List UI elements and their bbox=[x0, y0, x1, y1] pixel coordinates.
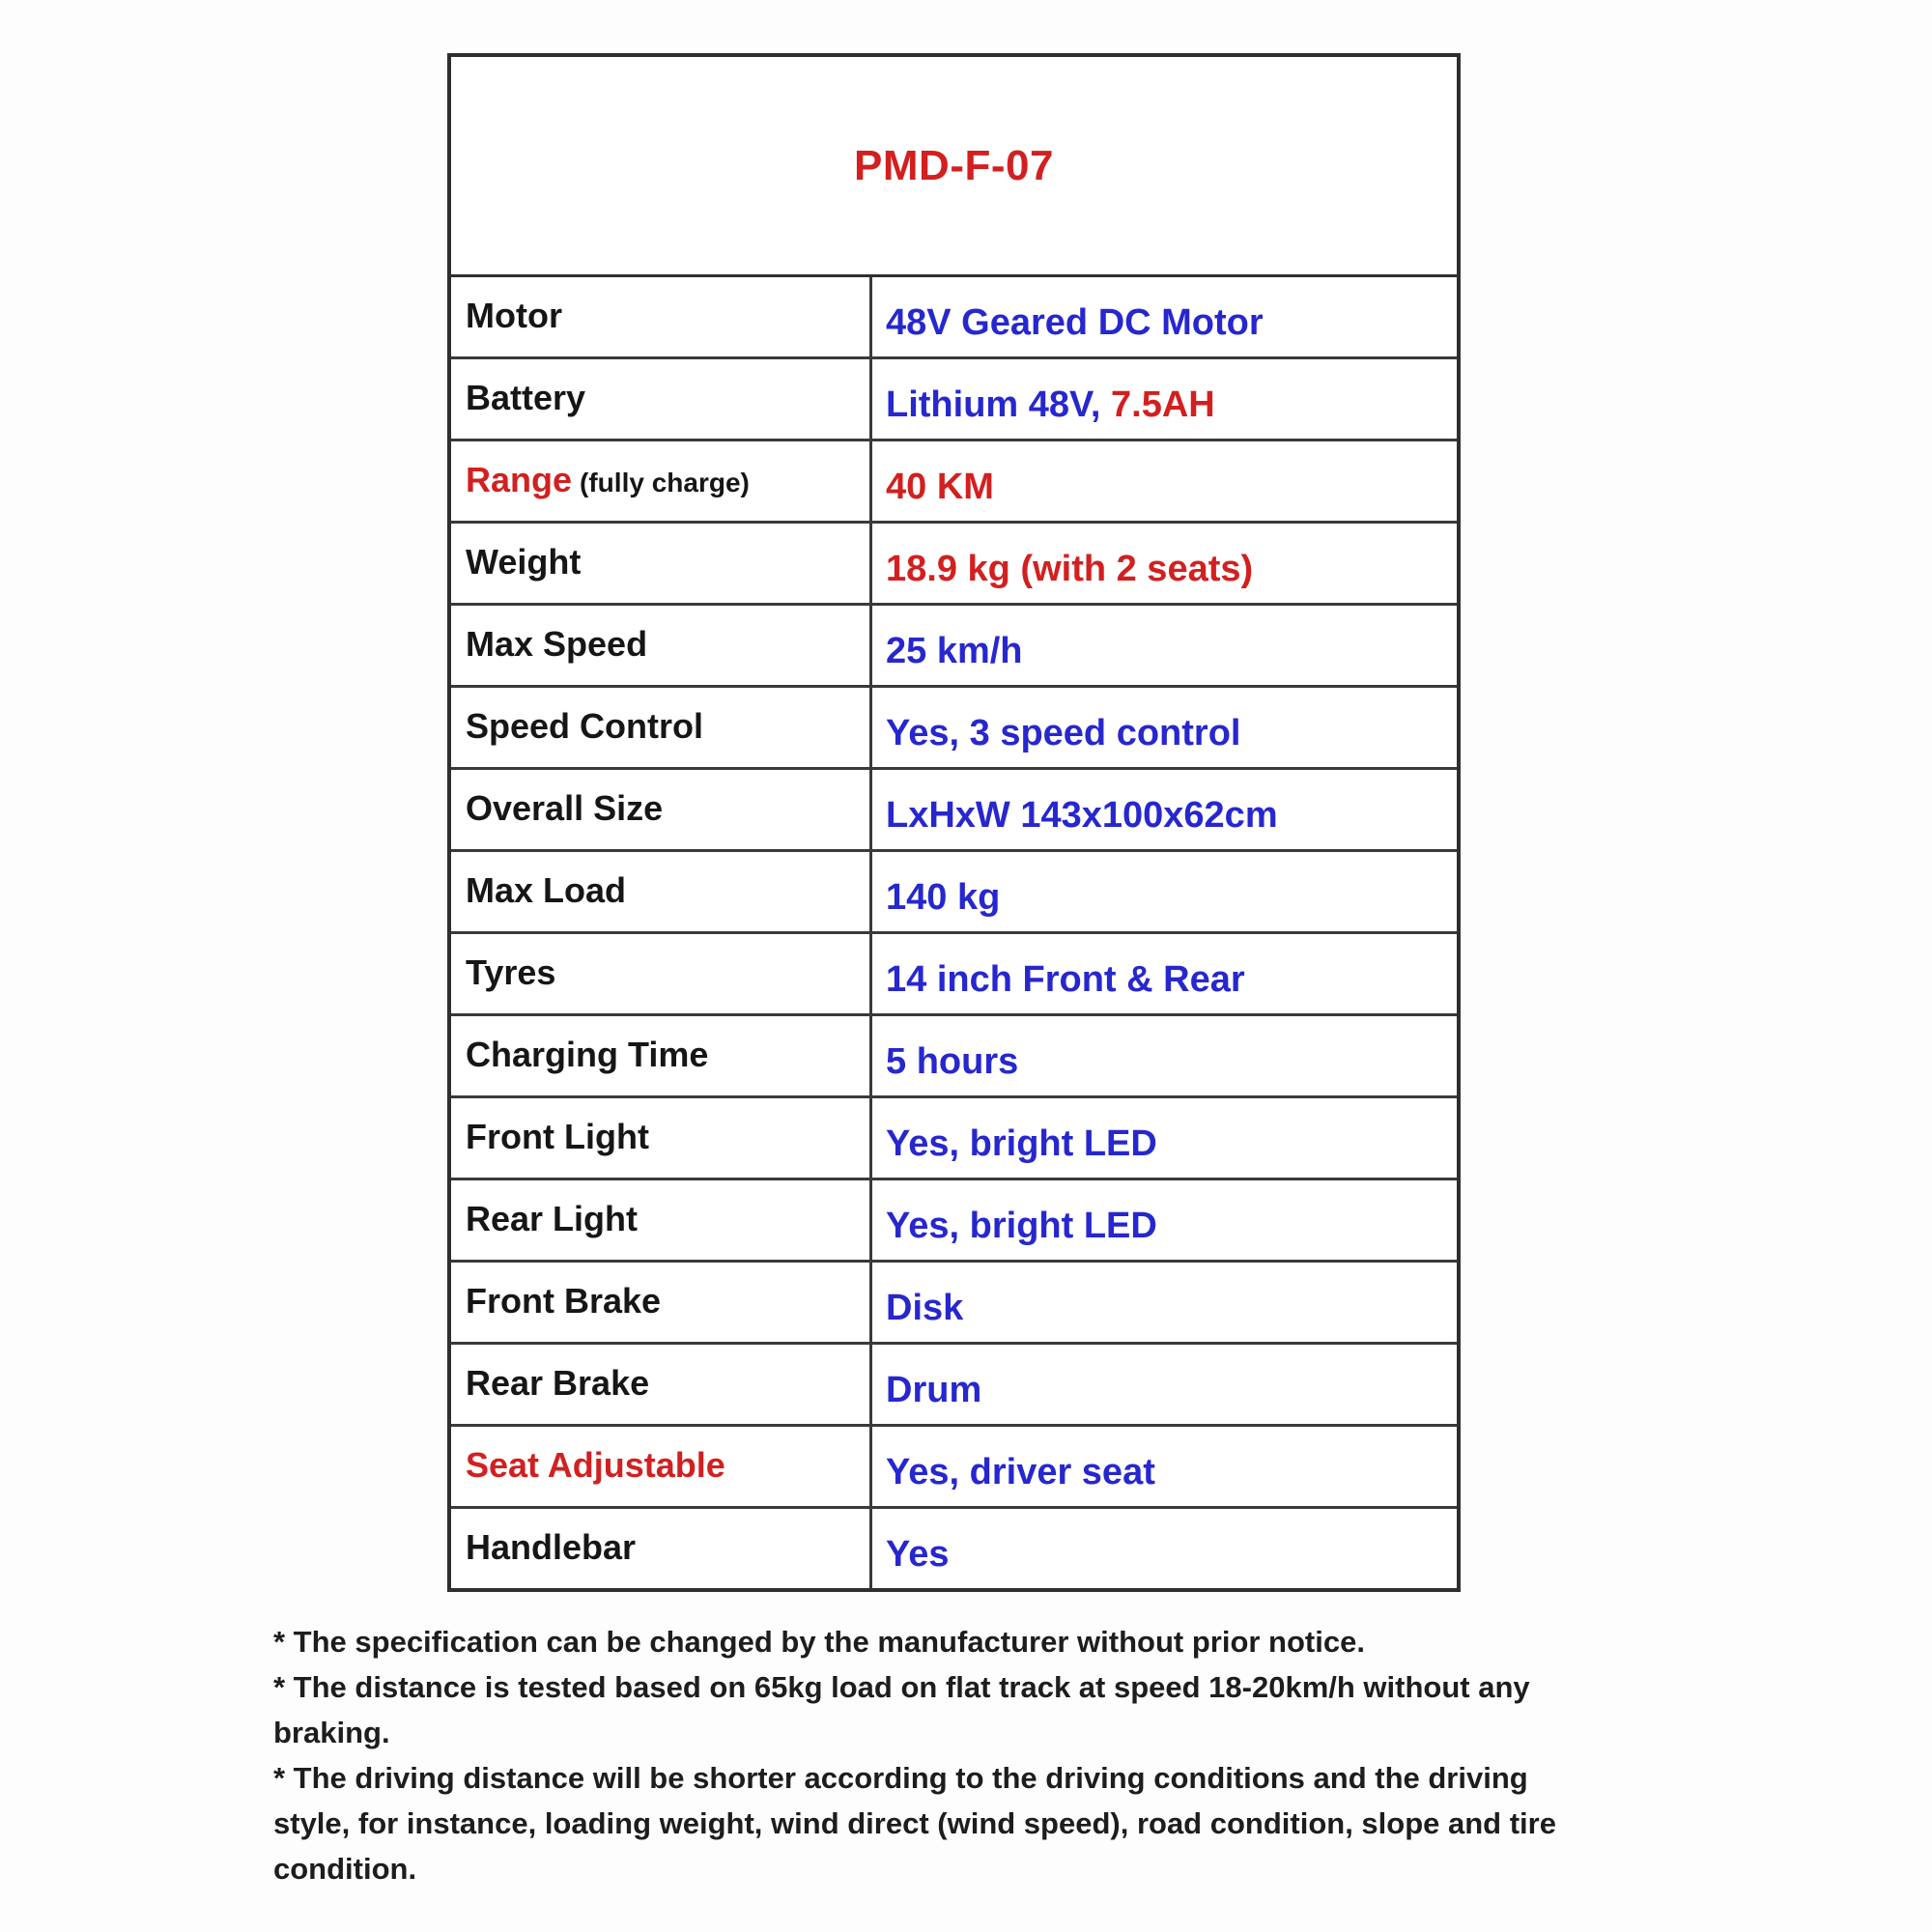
spec-value-cell bbox=[872, 1180, 1457, 1260]
spec-value-cell bbox=[872, 606, 1457, 685]
spec-label-cell bbox=[451, 1345, 872, 1424]
spec-label-cell bbox=[451, 852, 872, 931]
spec-value: Yes, driver seat bbox=[886, 1452, 1155, 1492]
spec-value-cell bbox=[872, 934, 1457, 1013]
spec-row bbox=[451, 934, 1457, 1016]
spec-label-cell bbox=[451, 606, 872, 685]
note-line: condition. bbox=[273, 1852, 417, 1886]
spec-value-cell bbox=[872, 1427, 1457, 1506]
spec-label: Front Light bbox=[466, 1117, 649, 1156]
spec-label: Charging Time bbox=[466, 1035, 709, 1074]
spec-value-cell bbox=[872, 441, 1457, 521]
note-line: * The distance is tested based on 65kg load on flat track at speed 18-20km/h without any bbox=[273, 1670, 1530, 1704]
spec-label: Front Brake bbox=[466, 1281, 662, 1321]
spec-row bbox=[451, 770, 1457, 852]
spec-value-cell bbox=[872, 1098, 1457, 1178]
spec-value-cell bbox=[872, 1016, 1457, 1095]
spec-value: Yes bbox=[886, 1534, 950, 1575]
spec-value-cell bbox=[872, 277, 1457, 356]
spec-label: Weight bbox=[466, 542, 582, 582]
spec-value: LxHxW 143x100x62cm bbox=[886, 795, 1278, 836]
spec-row bbox=[451, 1180, 1457, 1263]
spec-label: Rear Brake bbox=[466, 1363, 650, 1403]
spec-label: Motor bbox=[466, 296, 562, 335]
spec-value: 40 KM bbox=[886, 467, 994, 507]
spec-label-cell bbox=[451, 770, 872, 849]
spec-value-cell bbox=[872, 770, 1457, 849]
spec-value: Lithium 48V, bbox=[886, 384, 1111, 425]
spec-label: Range bbox=[466, 460, 573, 499]
spec-row bbox=[451, 1509, 1457, 1588]
spec-value-cell bbox=[872, 359, 1457, 439]
spec-value-cell bbox=[872, 688, 1457, 767]
spec-label-cell bbox=[451, 1098, 872, 1178]
model-title: PMD-F-07 bbox=[854, 141, 1054, 189]
spec-row bbox=[451, 1263, 1457, 1345]
spec-label: Overall Size bbox=[466, 788, 664, 828]
spec-row bbox=[451, 688, 1457, 770]
spec-row bbox=[451, 1427, 1457, 1509]
spec-label: Battery bbox=[466, 378, 586, 417]
spec-value-cell bbox=[872, 1509, 1457, 1588]
spec-notes bbox=[273, 1619, 1780, 1891]
spec-label-cell bbox=[451, 277, 872, 356]
spec-value: Yes, bright LED bbox=[886, 1123, 1157, 1164]
spec-label-cell bbox=[451, 934, 872, 1013]
spec-value-cell bbox=[872, 524, 1457, 603]
note-line: braking. bbox=[273, 1716, 390, 1749]
spec-value: 14 inch Front & Rear bbox=[886, 959, 1245, 1000]
spec-table-header bbox=[451, 57, 1457, 277]
spec-label-cell bbox=[451, 1427, 872, 1506]
spec-value: 25 km/h bbox=[886, 631, 1023, 671]
spec-label-cell bbox=[451, 359, 872, 439]
spec-value: Disk bbox=[886, 1288, 964, 1328]
spec-value: 18.9 kg (with 2 seats) bbox=[886, 549, 1254, 589]
spec-row bbox=[451, 524, 1457, 606]
spec-label-suffix: (fully charge) bbox=[580, 468, 750, 497]
spec-row bbox=[451, 441, 1457, 524]
spec-value: 140 kg bbox=[886, 877, 1001, 918]
spec-label-cell bbox=[451, 688, 872, 767]
note-line: * The specification can be changed by the manufacturer without prior notice. bbox=[273, 1625, 1365, 1659]
spec-rows bbox=[451, 277, 1457, 1588]
note-line: style, for instance, loading weight, wind direct (wind speed), road condition, slope and tire bbox=[273, 1806, 1556, 1840]
spec-row bbox=[451, 1016, 1457, 1098]
spec-row bbox=[451, 1098, 1457, 1180]
spec-label-cell bbox=[451, 1509, 872, 1588]
spec-label: Handlebar bbox=[466, 1527, 637, 1567]
spec-row bbox=[451, 277, 1457, 359]
spec-value: Drum bbox=[886, 1370, 982, 1410]
spec-value: 5 hours bbox=[886, 1041, 1019, 1082]
spec-label: Seat Adjustable bbox=[466, 1445, 725, 1485]
note-line: * The driving distance will be shorter according to the driving conditions and the driving bbox=[273, 1761, 1528, 1795]
spec-label: Rear Light bbox=[466, 1199, 639, 1238]
spec-label: Tyres bbox=[466, 952, 556, 992]
spec-table bbox=[447, 53, 1461, 1592]
spec-row bbox=[451, 606, 1457, 688]
spec-label-cell bbox=[451, 524, 872, 603]
spec-value: 7.5AH bbox=[1111, 384, 1215, 425]
spec-row bbox=[451, 359, 1457, 441]
spec-value: Yes, bright LED bbox=[886, 1206, 1157, 1246]
spec-label: Max Load bbox=[466, 870, 627, 910]
spec-row bbox=[451, 1345, 1457, 1427]
spec-value: Yes, 3 speed control bbox=[886, 713, 1241, 753]
spec-value-cell bbox=[872, 852, 1457, 931]
spec-value-cell bbox=[872, 1263, 1457, 1342]
spec-value: 48V Geared DC Motor bbox=[886, 302, 1264, 343]
spec-label-cell bbox=[451, 1180, 872, 1260]
spec-label-cell bbox=[451, 1016, 872, 1095]
spec-value-cell bbox=[872, 1345, 1457, 1424]
spec-row bbox=[451, 852, 1457, 934]
spec-label: Speed Control bbox=[466, 706, 704, 746]
spec-label-cell bbox=[451, 441, 872, 521]
spec-label: Max Speed bbox=[466, 624, 648, 664]
spec-label-cell bbox=[451, 1263, 872, 1342]
